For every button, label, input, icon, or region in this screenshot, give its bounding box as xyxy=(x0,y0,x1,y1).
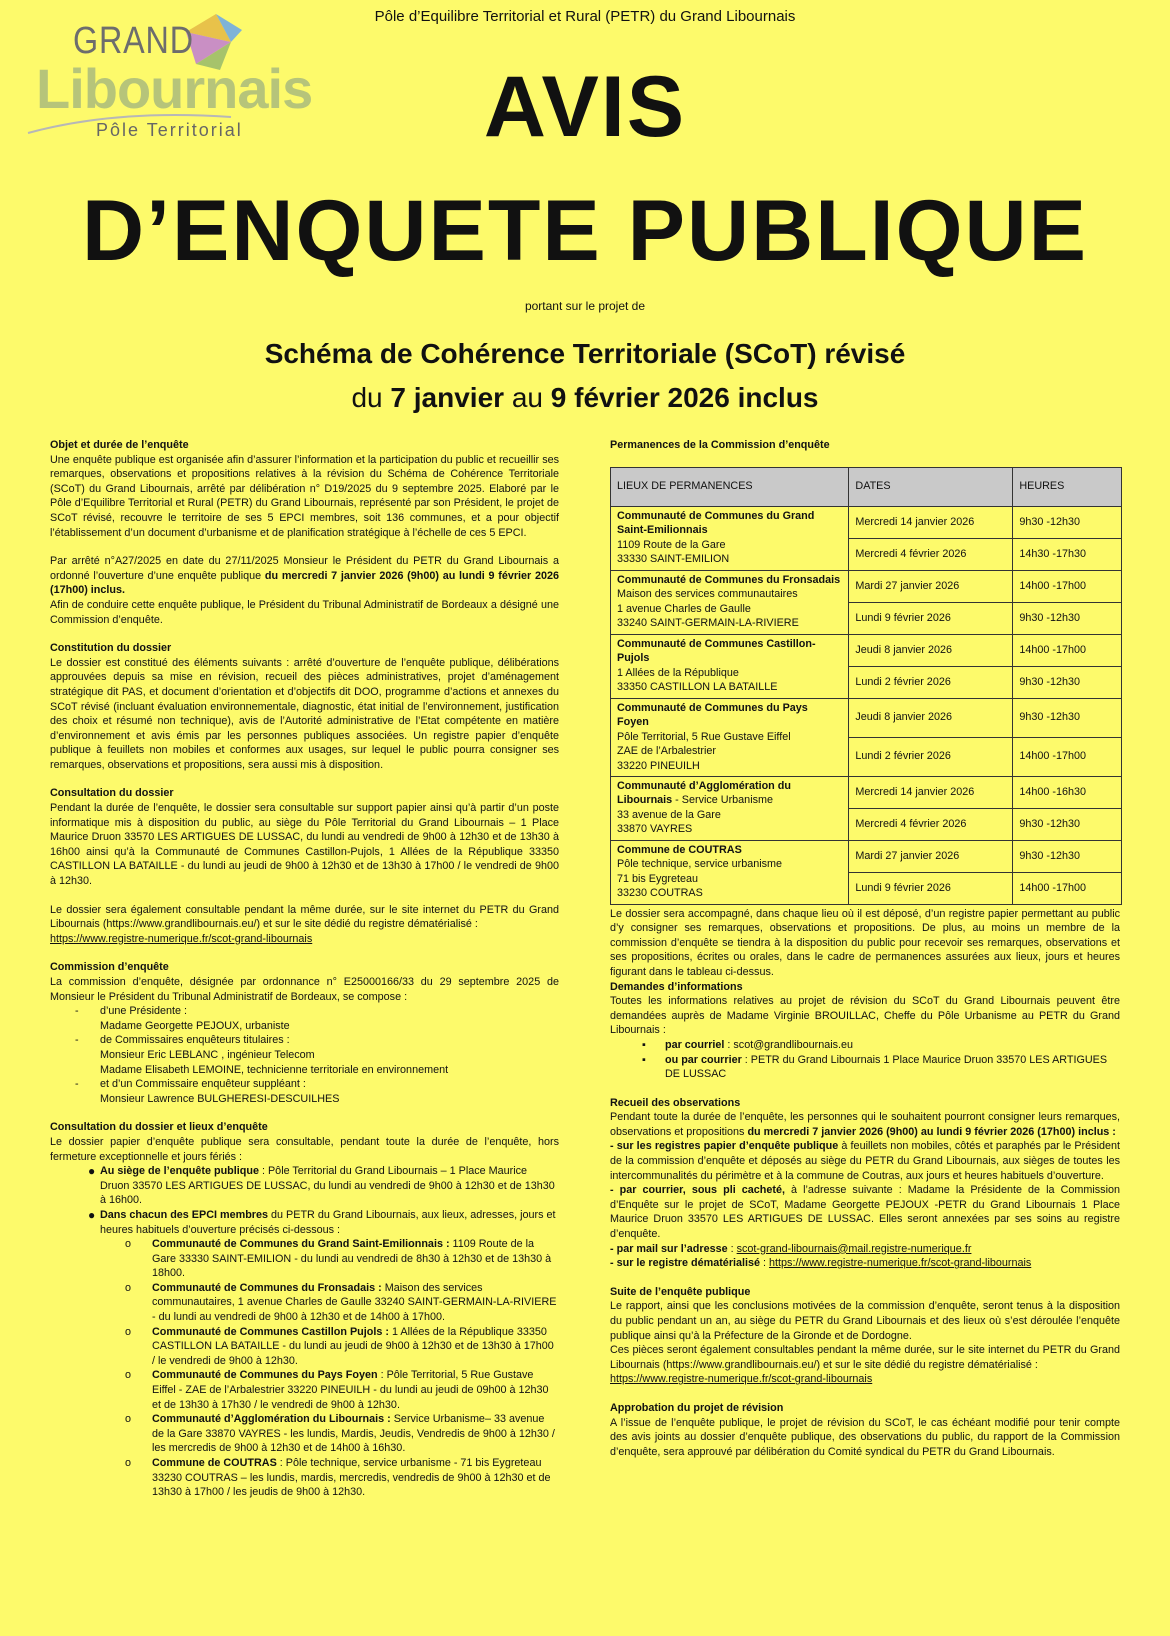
commission-person: Monsieur Lawrence BULGHERESI-DESCUILHES xyxy=(100,1092,340,1105)
section-approbation xyxy=(610,1401,1120,1459)
section-recueil xyxy=(610,1096,1120,1271)
location-address: 33240 SAINT-GERMAIN-LA-RIVIERE xyxy=(617,617,799,630)
epci-details: Maison des services communautaires, 1 avenue Charles de Gaulle 33240 SAINT-GERMAIN-LA-RIVIERE - du lundi au vendredi de 9h00 à 12h30 et de 14h00 à 17h00. xyxy=(152,1281,557,1324)
circle-bullet-icon: o xyxy=(125,1369,132,1382)
epci-item xyxy=(50,1237,559,1281)
lieux-item-text: du PETR du Grand Libournais, aux lieux, adresses, jours et heures habituels d’ouverture précisés ci-dessous : xyxy=(100,1208,556,1236)
consultation-paragraph-1: Pendant la durée de l’enquête, le dossier sera consultable sur support papier ainsi qu’à partir d’un poste informatique mis à disposition du public, au siège du Pôle Territorial du Grand Libournais – 1 Place Maurice Druon 33570 LES ARTIGUES DE LUSSAC, du lundi au vendredi de 9h00 à 12h30 et de 13h30 à 16h00 ainsi qu’à la Communauté de Communes Castillon-Pujols, 1 Allées de la République 33350 CASTILLON LA BATAILLE - du lundi au jeudi de 9h00 à 12h30 et de 13h30 à 17h00 / le vendredi de 9h00 à 12h30. xyxy=(50,802,559,888)
commission-item xyxy=(50,1077,559,1106)
permanence-hours: 9h30 -12h30 xyxy=(1013,698,1122,737)
location-name: Communauté de Communes du Pays Foyen xyxy=(617,701,808,729)
consultation-paragraph-2: Le dossier sera également consultable pendant la même durée, sur le site internet du PETR du Grand Libournais (https://www.grandlibournais.eu/) et sur le site dédié du registre dématérialisé : xyxy=(50,903,559,931)
heading-approbation: Approbation du projet de révision xyxy=(610,1401,784,1414)
permanence-date: Mercredi 4 février 2026 xyxy=(849,808,1013,840)
objet-paragraph-1: Une enquête publique est organisée afin d’assurer l’information et la participation du public et recueillir ses remarques, observations et propositions relatives à la révision du Schéma de Cohérence Territoriale (SCoT) du Grand Libournais, arrêté par délibération n° D19/2025 du 9 septembre 2025. Elaboré par le Pôle d’Equilibre Territorial et Rural (PETR) du Grand Libournais, représenté par son Président, le projet de SCoT révisé, recouvre le territoire de ses 5 EPCI membres, soit 136 communes, et a pour objectif l’établissement d’un document d’urbanisme et de planification stratégique à l’échelle de ces 5 EPCI. xyxy=(50,453,559,539)
location-address: 1 avenue Charles de Gaulle xyxy=(617,602,751,615)
registre-mail-link[interactable]: scot-grand-libournais@mail.registre-numerique.fr xyxy=(736,1242,972,1255)
permanence-location xyxy=(611,634,849,698)
after-table-paragraph: Le dossier sera accompagné, dans chaque lieu où il est déposé, d’un registre papier permettant au public d’y consigner ses remarques, observations et propositions. De plus, au moins un membre de la commission d’enquête se tiendra à la disposition du public pour recevoir ses remarques, observations et ses propositions, écrites ou orales, dans le cadre de permanences assurées aux lieux, jours et heures figurant dans le tableau ci-dessus. xyxy=(610,907,1120,978)
lieux-list xyxy=(50,1164,559,1237)
right-column xyxy=(610,438,1120,1473)
demandes-list xyxy=(610,1038,1120,1082)
commission-item xyxy=(50,1004,559,1033)
epci-item xyxy=(50,1325,559,1369)
section-lieux xyxy=(50,1120,559,1499)
permanence-date: Mercredi 4 février 2026 xyxy=(849,538,1013,570)
recueil-p5-sep: : xyxy=(760,1257,770,1270)
objet-paragraph-2 xyxy=(50,554,559,598)
epci-details: : Pôle technique, service urbanisme - 71 bis Eygreteau 33230 COUTRAS – les lundis, mardis, mercredis, vendredis de 9h00 à 12h30 et de 13h30 à 17h00 / les jeudis de 9h00 à 12h30. xyxy=(152,1457,551,1499)
location-name: Commune de COUTRAS xyxy=(617,843,742,856)
dates-start: 7 janvier xyxy=(390,382,505,413)
recueil-paragraph-2 xyxy=(610,1139,1120,1183)
commission-person: Madame Georgette PEJOUX, urbaniste xyxy=(100,1019,290,1032)
permanence-location xyxy=(611,776,849,840)
epci-item xyxy=(50,1368,559,1412)
recueil-paragraph-1 xyxy=(610,1110,1120,1139)
location-address: Maison des services communautaires xyxy=(617,588,798,601)
suite-paragraph-1: Le rapport, ainsi que les conclusions motivées de la commission d’enquête, seront tenus à la disposition du public pendant un an, au siège du PETR du Grand Libournais et des lieux où s’est déroulée l’enquête publique ainsi qu’à la Préfecture de la Gironde et de Dordogne. xyxy=(610,1300,1120,1342)
permanence-location xyxy=(611,698,849,776)
heading-demandes: Demandes d’informations xyxy=(610,980,743,993)
table-row xyxy=(611,776,1122,808)
commission-paragraph: La commission d’enquête, désignée par ordonnance n° E25000166/33 du 29 septembre 2025 de Monsieur le Président du Tribunal Administratif de Bordeaux, se compose : xyxy=(50,976,559,1003)
location-address: 33330 SAINT-EMILION xyxy=(617,553,730,566)
demandes-item-title: par courriel xyxy=(665,1038,725,1051)
table-header-row xyxy=(611,467,1122,506)
dash-marker: - xyxy=(75,1078,79,1091)
logo-pole-text: Pôle Territorial xyxy=(96,120,243,140)
permanence-hours: 14h30 -17h30 xyxy=(1013,538,1122,570)
permanence-hours: 9h30 -12h30 xyxy=(1013,602,1122,634)
permanences-body xyxy=(611,506,1122,904)
header-dates: DATES xyxy=(849,467,1013,506)
constitution-paragraph: Le dossier est constitué des éléments suivants : arrêté d’ouverture de l’enquête publique, délibérations approuvées depuis sa mise en révision, recueil des pièces administratives, projet d’aménagement stratégique dit PAS, et document d’orientation et d’objectifs dit DOO, programme d’actions et annexes du SCoT révisé (incluant évaluation environnementale, diagnostic, état initial de l’environnement, justification des choix et résumé non technique), avis de l’Autorité administrative de l’Etat compétente en matière d’environnement et avis émis par les personnes publiques associées. Un registre papier d’enquête publique à feuillets non mobiles et conformes aux usages, sur lequel le public pourra consigner ses remarques, observations et propositions, sera aussi mis à disposition. xyxy=(50,656,559,771)
commission-item xyxy=(50,1033,559,1077)
epci-name: Commune de COUTRAS xyxy=(152,1457,277,1469)
title-enquete-publique: D’ENQUETE PUBLIQUE xyxy=(82,183,1088,279)
section-commission xyxy=(50,960,559,1106)
epci-list xyxy=(50,1237,559,1500)
commission-role: et d’un Commissaire enquêteur suppléant : xyxy=(100,1078,306,1091)
permanence-hours: 9h30 -12h30 xyxy=(1013,808,1122,840)
location-name: Communauté de Communes du Grand Saint-Emilionnais xyxy=(617,509,815,537)
scot-title: Schéma de Cohérence Territoriale (SCoT) révisé xyxy=(264,338,906,369)
circle-bullet-icon: o xyxy=(125,1457,132,1469)
epci-item xyxy=(50,1281,559,1325)
heading-commission: Commission d’enquête xyxy=(50,961,169,974)
location-name: Communauté d’Agglomération du Libournais xyxy=(617,779,791,807)
epci-name: Communauté de Communes du Fronsadais : xyxy=(152,1281,382,1294)
epci-name: Communauté de Communes du Pays Foyen xyxy=(152,1369,378,1382)
lieux-item-text: : Pôle Territorial du Grand Libournais – 1 Place Maurice Druon 33570 LES ARTIGUES DE LUSSAC, du lundi au vendredi de 9h00 à 12h30 et de 13h30 à 16h00. xyxy=(100,1165,555,1207)
lieux-item-epci xyxy=(50,1208,559,1237)
permanence-hours: 9h30 -12h30 xyxy=(1013,666,1122,698)
heading-suite: Suite de l’enquête publique xyxy=(610,1285,751,1298)
recueil-p4-sep: : xyxy=(727,1242,737,1255)
permanence-date: Jeudi 8 janvier 2026 xyxy=(849,698,1013,737)
heading-constitution: Constitution du dossier xyxy=(50,642,172,655)
permanence-date: Lundi 2 février 2026 xyxy=(849,737,1013,776)
logo-grand-text: GRAND xyxy=(73,20,194,62)
permanence-date: Lundi 9 février 2026 xyxy=(849,602,1013,634)
permanence-hours: 9h30 -12h30 xyxy=(1013,506,1122,538)
table-row xyxy=(611,634,1122,666)
permanence-date: Mercredi 14 janvier 2026 xyxy=(849,776,1013,808)
section-suite xyxy=(610,1285,1120,1387)
heading-permanences: Permanences de la Commission d’enquête xyxy=(610,439,830,451)
objet-paragraph-3: Afin de conduire cette enquête publique, le Président du Tribunal Administratif de Bordeaux a désigné une Commission d’enquête. xyxy=(50,598,559,626)
permanences-table xyxy=(610,467,1122,905)
recueil-p1-text: Pendant toute la durée de l’enquête, les personnes qui le souhaitent pourront consigner leurs remarques, observations et propositions xyxy=(610,1111,1120,1138)
dash-marker: - xyxy=(75,1034,79,1047)
recueil-p2-title: - sur les registres papier d’enquête publique xyxy=(610,1140,839,1153)
permanence-hours: 14h00 -17h00 xyxy=(1013,570,1122,602)
recueil-p3-title: - par courrier, sous pli cacheté, xyxy=(610,1184,785,1197)
recueil-paragraph-4 xyxy=(610,1242,1120,1257)
commission-person: Monsieur Eric LEBLANC , ingénieur Telecom xyxy=(100,1048,315,1061)
permanence-location xyxy=(611,840,849,904)
header-heures: HEURES xyxy=(1013,467,1122,506)
circle-bullet-icon: o xyxy=(125,1325,132,1338)
location-address: 1109 Route de la Gare xyxy=(617,538,726,551)
commission-person: Madame Elisabeth LEMOINE, technicienne territoriale en environnement xyxy=(100,1063,449,1076)
heading-lieux: Consultation du dossier et lieux d’enquête xyxy=(50,1121,268,1134)
permanence-date: Jeudi 8 janvier 2026 xyxy=(849,634,1013,666)
location-address: Pôle Territorial, 5 Rue Gustave Eiffel xyxy=(617,730,791,743)
dash-marker: - xyxy=(75,1005,79,1018)
recueil-p5-title: - sur le registre dématérialisé xyxy=(610,1257,761,1270)
suite-paragraph-2: Ces pièces seront également consultables pendant la même durée, sur le site internet du PETR du Grand Libournais (https://www.grandlibournais.eu/) et sur le site dédié du registre dématérialisé : xyxy=(610,1344,1120,1371)
permanence-date: Mardi 27 janvier 2026 xyxy=(849,570,1013,602)
approbation-paragraph: A l’issue de l’enquête publique, le projet de révision du SCoT, le cas échéant modifié pour tenir compte des avis joints au dossier d’enquête publique, des observations du public, du rapport de la Commission d’enquête, sera approuvé par délibération du Comité syndical du PETR du Grand Libournais. xyxy=(610,1416,1120,1458)
location-address: - Service Urbanisme xyxy=(672,794,773,807)
recueil-p1-dates: du mercredi 7 janvier 2026 (9h00) au lundi 9 février 2026 (17h00) inclus : xyxy=(747,1125,1116,1138)
location-address: 33 avenue de la Gare xyxy=(617,808,721,821)
epci-details: 1 Allées de la République 33350 CASTILLON LA BATAILLE - du lundi au jeudi de 9h00 à 12h30 et de 13h30 à 17h00 / le vendredi de 9h00 à 12h30. xyxy=(152,1325,554,1367)
location-address: 33350 CASTILLON LA BATAILLE xyxy=(617,681,778,694)
demandes-item-courrier xyxy=(610,1053,1120,1082)
permanence-hours: 14h00 -16h30 xyxy=(1013,776,1122,808)
permanence-date: Lundi 2 février 2026 xyxy=(849,666,1013,698)
demandes-item-courriel xyxy=(610,1038,1120,1053)
location-address: ZAE de l’Arbalestrier xyxy=(617,745,717,758)
heading-consultation: Consultation du dossier xyxy=(50,787,174,800)
lieux-item-title: Dans chacun des EPCI membres xyxy=(100,1208,269,1221)
recueil-p2-text: à feuillets non mobiles, côtés et paraphés par le Président de la commission d’enquête et déposés au siège du PETR du Grand Libournais, aux sièges de toutes les intercommunalités du périmètre et à la commune de Coutras, aux jours et heures habituels d’ouverture. xyxy=(610,1140,1120,1182)
square-bullet-icon: ▪ xyxy=(642,1038,646,1051)
circle-bullet-icon: o xyxy=(125,1238,132,1251)
section-consultation xyxy=(50,786,559,946)
permanence-location xyxy=(611,570,849,634)
location-name: Communauté de Communes du Fronsadais xyxy=(617,573,841,586)
epci-name: Communauté de Communes du Grand Saint-Emilionnais : xyxy=(152,1238,450,1251)
registre-link[interactable]: https://www.registre-numerique.fr/scot-grand-libournais xyxy=(50,932,313,945)
objet-p2-text: Par arrêté n°A27/2025 en date du 27/11/2025 Monsieur le Président du PETR du Grand Libournais a ordonné l’ouverture d’une enquête publique xyxy=(50,555,559,582)
epci-name: Communauté de Communes Castillon Pujols : xyxy=(152,1325,389,1338)
permanence-hours: 14h00 -17h00 xyxy=(1013,737,1122,776)
commission-role: de Commissaires enquêteurs titulaires : xyxy=(100,1034,290,1047)
recueil-paragraph-5 xyxy=(610,1256,1120,1271)
bullet-icon: ● xyxy=(88,1164,96,1179)
recueil-p4-title: - par mail sur l’adresse xyxy=(610,1242,728,1255)
permanence-hours: 14h00 -17h00 xyxy=(1013,634,1122,666)
location-name: Communauté de Communes Castillon-Pujols xyxy=(617,637,816,665)
square-bullet-icon: ▪ xyxy=(642,1053,646,1066)
commission-members-list xyxy=(50,1004,559,1106)
demandes-item-text: : scot@grandlibournais.eu xyxy=(724,1038,854,1051)
lieux-item-title: Au siège de l’enquête publique xyxy=(100,1165,259,1178)
section-objet xyxy=(50,438,559,627)
dates-du: du xyxy=(351,382,391,413)
recueil-paragraph-3 xyxy=(610,1183,1120,1241)
epci-name: Communauté d’Agglomération du Libournais : xyxy=(152,1413,391,1426)
location-address: 33870 VAYRES xyxy=(617,823,693,836)
epci-details: Service Urbanisme– 33 avenue de la Gare 33870 VAYRES - les lundis, Mardis, Jeudis, Vendredis de 9h00 à 12h30 / les mercredis de 9h00 à 12h30 et de 14h00 à 16h30. xyxy=(152,1413,555,1455)
location-address: 33220 PINEUILH xyxy=(617,759,700,772)
permanence-date: Mardi 27 janvier 2026 xyxy=(849,840,1013,872)
table-row xyxy=(611,506,1122,538)
header-top-line: Pôle d’Equilibre Territorial et Rural (PETR) du Grand Libournais xyxy=(374,8,796,25)
header-lieux: LIEUX DE PERMANENCES xyxy=(611,467,849,506)
epci-details: : Pôle Territorial, 5 Rue Gustave Eiffel - ZAE de l’Arbalestrier 33220 PINEUILH - du lundi au jeudi de 09h00 à 12h30 et de 13h30 à 17h30 / le vendredi de 9h00 à 12h30. xyxy=(152,1369,549,1411)
location-address: Pôle technique, service urbanisme xyxy=(617,858,783,871)
objet-p2-dates: du mercredi 7 janvier 2026 (9h00) au lundi 9 février 2026 (17h00) inclus. xyxy=(50,569,559,597)
registre-link[interactable]: https://www.registre-numerique.fr/scot-grand-libournais xyxy=(610,1373,873,1386)
lieux-paragraph: Le dossier papier d’enquête publique sera consultable, pendant toute la durée de l’enquête, hors fermeture exceptionnelle et jours fériés : xyxy=(50,1135,559,1163)
table-row xyxy=(611,570,1122,602)
epci-item xyxy=(50,1456,559,1500)
dates-au: au xyxy=(504,382,551,413)
permanence-date: Lundi 9 février 2026 xyxy=(849,872,1013,904)
circle-bullet-icon: o xyxy=(125,1281,132,1294)
table-row xyxy=(611,698,1122,737)
demandes-paragraph: Toutes les informations relatives au projet de révision du SCoT du Grand Libournais peuvent être demandées auprès de Madame Virginie BROUILLAC, Cheffe du Pôle Urbanisme au PETR du Grand Libournais : xyxy=(610,995,1120,1037)
heading-recueil: Recueil des observations xyxy=(610,1096,741,1109)
location-address: 1 Allées de la République xyxy=(617,666,739,679)
registre-link[interactable]: https://www.registre-numerique.fr/scot-grand-libournais xyxy=(769,1257,1032,1270)
subtitle: portant sur le projet de xyxy=(524,299,646,313)
left-column xyxy=(50,438,559,1514)
dates-end: 9 février 2026 inclus xyxy=(550,382,819,413)
table-row xyxy=(611,840,1122,872)
permanence-date: Mercredi 14 janvier 2026 xyxy=(849,506,1013,538)
lieux-item-siege xyxy=(50,1164,559,1208)
logo-libournais-text: Libournais xyxy=(36,57,313,120)
permanence-location xyxy=(611,506,849,570)
title-avis: AVIS xyxy=(483,59,687,155)
section-constitution xyxy=(50,641,559,772)
location-address: 33230 COUTRAS xyxy=(617,887,703,900)
demandes-item-title: ou par courrier xyxy=(665,1053,742,1066)
location-address: 71 bis Eygreteau xyxy=(617,872,699,885)
epci-details: 1109 Route de la Gare 33330 SAINT-EMILION - du lundi au vendredi de 8h30 à 12h30 et de 13h30 à 18h00. xyxy=(152,1238,552,1280)
circle-bullet-icon: o xyxy=(125,1413,132,1426)
commission-role: d’une Présidente : xyxy=(100,1005,188,1018)
dates-line xyxy=(0,382,1170,414)
section-demandes xyxy=(610,980,1120,1082)
heading-objet: Objet et durée de l’enquête xyxy=(50,439,189,451)
demandes-item-text: : PETR du Grand Libournais 1 Place Maurice Druon 33570 LES ARTIGUES DE LUSSAC xyxy=(665,1053,1108,1081)
bullet-icon: ● xyxy=(88,1207,96,1222)
epci-item xyxy=(50,1412,559,1456)
recueil-p3-text: à l’adresse suivante : Madame la Présidente de la Commission d’Enquête sur le projet de SCoT, Madame Georgette PEJOUX -PETR du Grand Libournais 1 Place Maurice Druon 33570 LES ARTIGUES DE LUSSAC. Elles seront annexées par ses soins au registre d’enquête. xyxy=(610,1184,1120,1241)
permanence-hours: 14h00 -17h00 xyxy=(1013,872,1122,904)
permanence-hours: 9h30 -12h30 xyxy=(1013,840,1122,872)
